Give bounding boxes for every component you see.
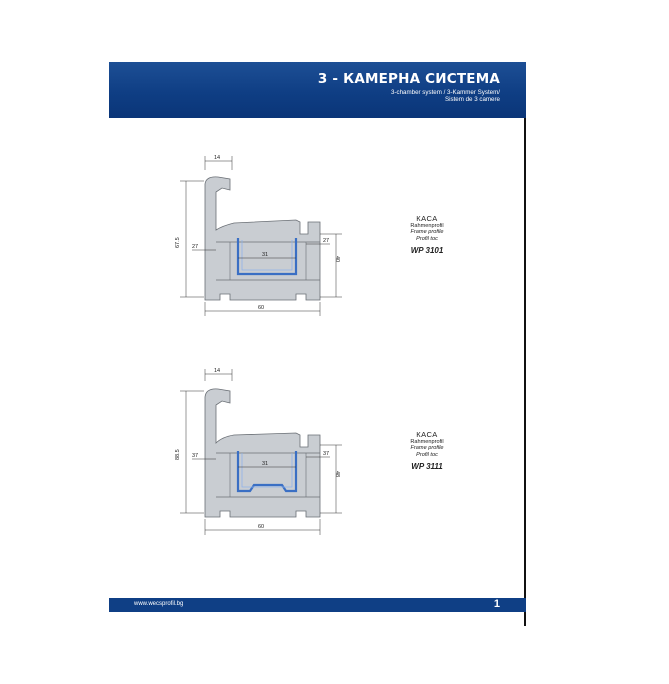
page-right-border	[524, 118, 526, 626]
dim-left-offset-1: 27	[192, 244, 199, 250]
dim-steel-1: 31	[262, 252, 269, 258]
dim-left-offset-2: 37	[192, 453, 199, 459]
header-banner	[109, 62, 526, 118]
dim-width-1: 60	[258, 305, 265, 311]
dim-width-2: 60	[258, 524, 265, 530]
dim-right-height-1: 40	[334, 256, 340, 263]
dim-right-offset-2: 37	[323, 451, 330, 457]
page-subtitle-line2: Sistem de 3 camere	[444, 96, 500, 103]
profile-desc-en-2: Frame profile	[410, 445, 444, 452]
page-number: 1	[493, 598, 500, 610]
profile-desc-ro-1: Profil toc	[416, 235, 438, 242]
profile-code-2: WP 3111	[411, 461, 443, 471]
dim-height-2: 88.5	[175, 449, 181, 460]
profile-name-1: КАСА	[416, 214, 438, 223]
profile-desc-ro-2: Profil toc	[416, 451, 438, 458]
dim-top-1: 14	[214, 155, 221, 161]
profile-drawing-1	[170, 150, 350, 320]
profile-desc-en-1: Frame profile	[410, 229, 444, 236]
dim-steel-2: 31	[262, 461, 269, 467]
page-subtitle-line1: 3-chamber system / 3-Kammer System/	[391, 89, 500, 96]
document-page	[109, 62, 526, 625]
profile-legend-1	[382, 214, 472, 255]
dim-top-2: 14	[214, 368, 221, 374]
footer-bar	[109, 598, 526, 612]
profile-desc-de-1: Rahmenprofil	[410, 223, 444, 229]
profile-2-svg	[170, 365, 350, 540]
profile-desc-de-2: Rahmenprofil	[410, 439, 444, 445]
profile-1-svg	[170, 150, 350, 320]
profile-legend-2	[382, 430, 472, 471]
footer-url-link[interactable]: www.wecsprofil.bg	[134, 601, 184, 607]
profile-code-1: WP 3101	[410, 245, 444, 255]
dim-height-1: 67.5	[175, 237, 181, 248]
dim-right-offset-1: 27	[323, 238, 330, 244]
profile-name-2: КАСА	[416, 430, 438, 439]
profile-drawing-2	[170, 365, 350, 540]
dim-right-height-2: 48	[334, 471, 340, 478]
page-title: 3 - КАМЕРНА СИСТЕМА	[317, 71, 500, 87]
